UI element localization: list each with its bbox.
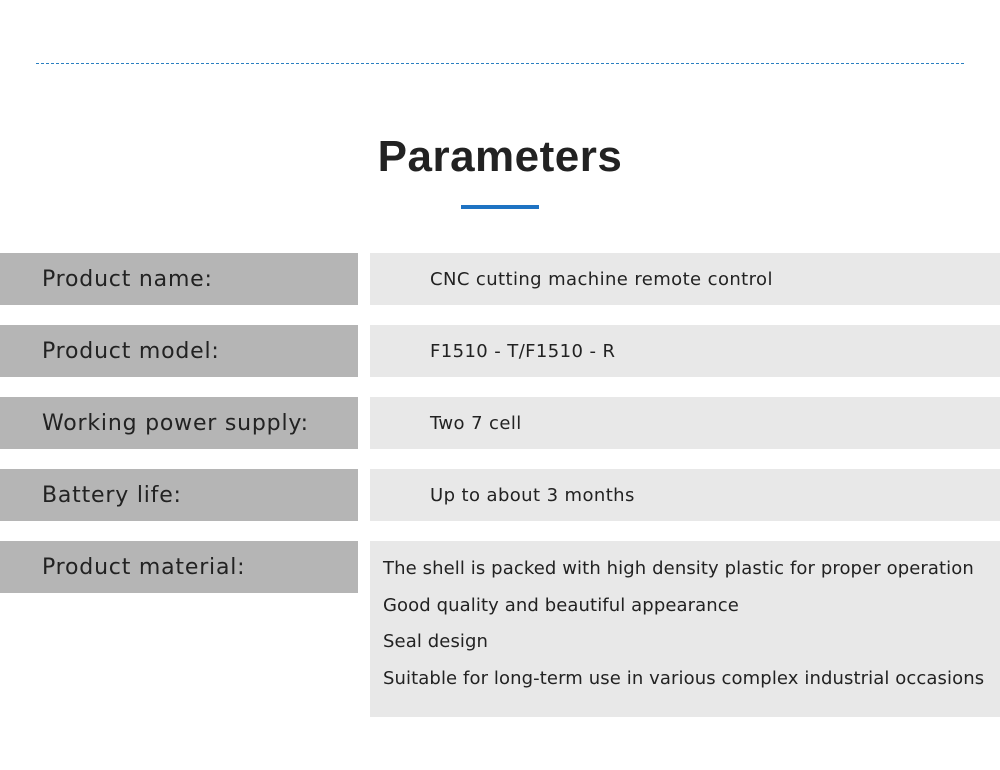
material-line: Seal design — [383, 631, 489, 652]
param-value-product-name: CNC cutting machine remote control — [370, 253, 1000, 305]
title-underline — [461, 205, 539, 209]
material-line: The shell is packed with high density plastic for proper operation — [383, 558, 974, 579]
param-value-product-material — [370, 541, 1000, 717]
param-label-power-supply: Working power supply: — [0, 397, 358, 449]
param-value-product-model: F1510 - T/F1510 - R — [370, 325, 1000, 377]
material-line: Good quality and beautiful appearance — [383, 594, 739, 616]
param-value-power-supply: Two 7 cell — [370, 397, 1000, 449]
material-line: Suitable for long-term use in various complex industrial occasions — [383, 667, 985, 689]
param-label-battery-life: Battery life: — [0, 469, 358, 521]
param-label-product-material: Product material: — [0, 541, 358, 593]
param-label-product-name: Product name: — [0, 253, 358, 305]
param-value-battery-life: Up to about 3 months — [370, 469, 1000, 521]
param-label-product-model: Product model: — [0, 325, 358, 377]
page-title: Parameters — [377, 132, 623, 181]
dashed-divider — [36, 63, 964, 64]
